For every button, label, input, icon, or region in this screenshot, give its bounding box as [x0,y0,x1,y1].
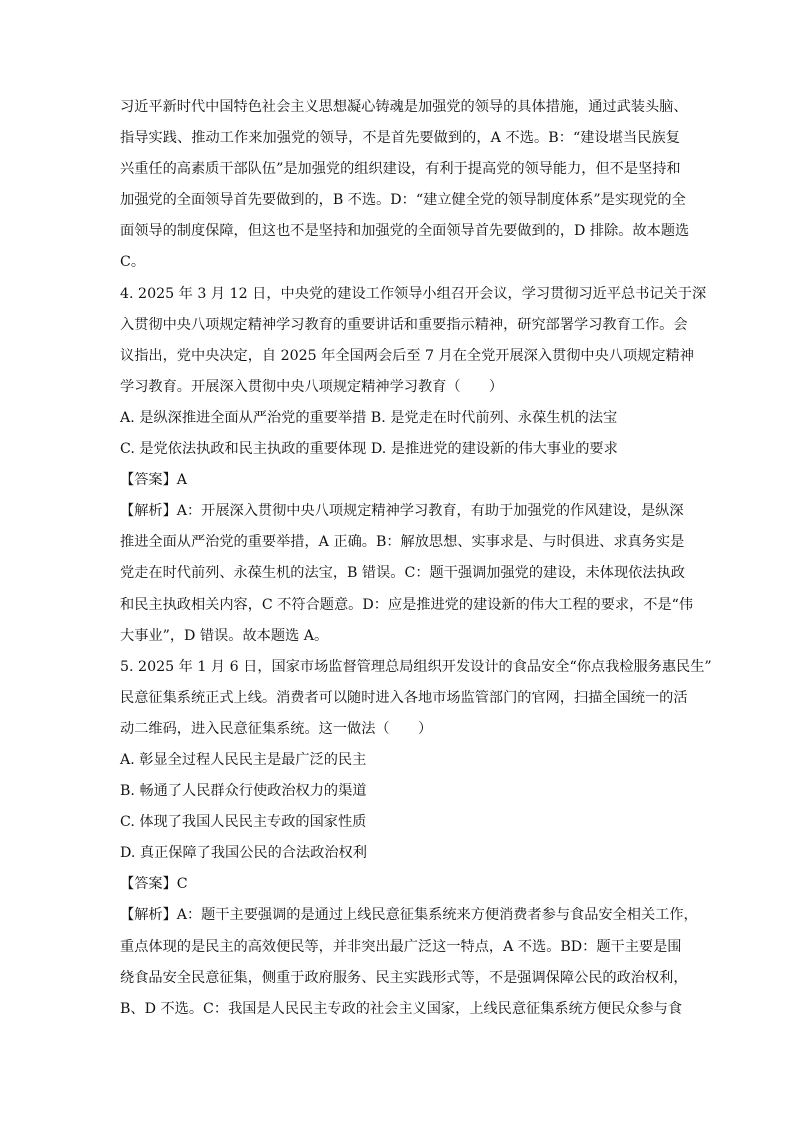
text-line: 【解析】A：题干主要强调的是通过上线民意征集系统来方便消费者参与食品安全相关工作， [120,907,698,924]
text-line: 重点体现的是民主的高效便民等，并非突出最广泛这一特点，A 不选。BD：题干主要是围 [120,938,682,955]
text-line: 【解析】A：开展深入贯彻中央八项规定精神学习教育，有助于加强党的作风建设，是纵深 [120,503,684,520]
document-body [120,92,712,1025]
text-line: 指导实践、推动工作来加强党的领导，不是首先要做到的，A 不选。B：“建设堪当民族复 [120,130,680,147]
text-line: B、D 不选。C：我国是人民民主专政的社会主义国家，上线民意征集系统方便民众参与食 [120,1000,683,1017]
text-line: 【答案】A [120,472,187,489]
text-line: D. 真正保障了我国公民的合法政治权利 [120,845,367,862]
text-line: 党走在时代前列、永葆生机的法宝，B 错误。C：题干强调加强党的建设，未体现依法执政 [120,565,685,582]
text-line: 学习教育。开展深入贯彻中央八项规定精神学习教育（ ） [120,378,504,395]
text-line: 议指出，党中央决定，自 2025 年全国两会后至 7 月在全党开展深入贯彻中央八项规定精神 [120,347,694,364]
text-line: 面领导的制度保障，但这也不是坚持和加强党的全面领导首先要做到的，D 排除。故本题选 [120,223,690,240]
text-line: 大事业”，D 错误。故本题选 A。 [120,627,329,644]
text-line: 习近平新时代中国特色社会主义思想凝心铸魂是加强党的领导的具体措施，通过武装头脑、 [120,99,688,115]
text-line: 民意征集系统正式上线。消费者可以随时进入各地市场监管部门的官网，扫描全国统一的活 [120,689,688,706]
text-line: 【答案】C [120,876,188,893]
text-line: B. 畅通了人民群众行使政治权力的渠道 [120,783,367,800]
text-line: 5. 2025 年 1 月 6 日，国家市场监督管理总局组织开发设计的食品安全“你点我检服务惠民生” [120,658,712,675]
text-line: 4. 2025 年 3 月 12 日，中央党的建设工作领导小组召开会议，学习贯彻习近平总书记关于深 [120,285,707,302]
text-line: C。 [120,254,146,271]
text-line: C. 体现了我国人民民主专政的国家性质 [120,814,367,831]
text-line: 加强党的全面领导首先要做到的，B 不选。D：“建立健全党的领导制度体系”是实现党的全 [120,192,686,209]
text-line: 动二维码，进入民意征集系统。这一做法（ ） [120,720,433,737]
text-line: 推进全面从严治党的重要举措，A 正确。B：解放思想、实事求是、与时俱进、求真务实是 [120,534,685,551]
text-line: A. 是纵深推进全面从严治党的重要举措 B. 是党走在时代前列、永葆生机的法宝 [120,409,618,426]
text-line: 兴重任的高素质干部队伍”是加强党的组织建设，有利于提高党的领导能力，但不是坚持和 [120,161,681,178]
text-line: C. 是党依法执政和民主执政的重要体现 D. 是推进党的建设新的伟大事业的要求 [120,441,618,458]
text-line: 和民主执政相关内容，C 不符合题意。D：应是推进党的建设新的伟大工程的要求，不是“伟 [120,596,694,613]
text-line: 入贯彻中央八项规定精神学习教育的重要讲话和重要指示精神，研究部署学习教育工作。会 [120,316,688,333]
text-line: A. 彰显全过程人民民主是最广泛的民主 [120,751,367,768]
text-line: 绕食品安全民意征集，侧重于政府服务、民主实践形式等，不是强调保障公民的政治权利， [120,969,688,986]
